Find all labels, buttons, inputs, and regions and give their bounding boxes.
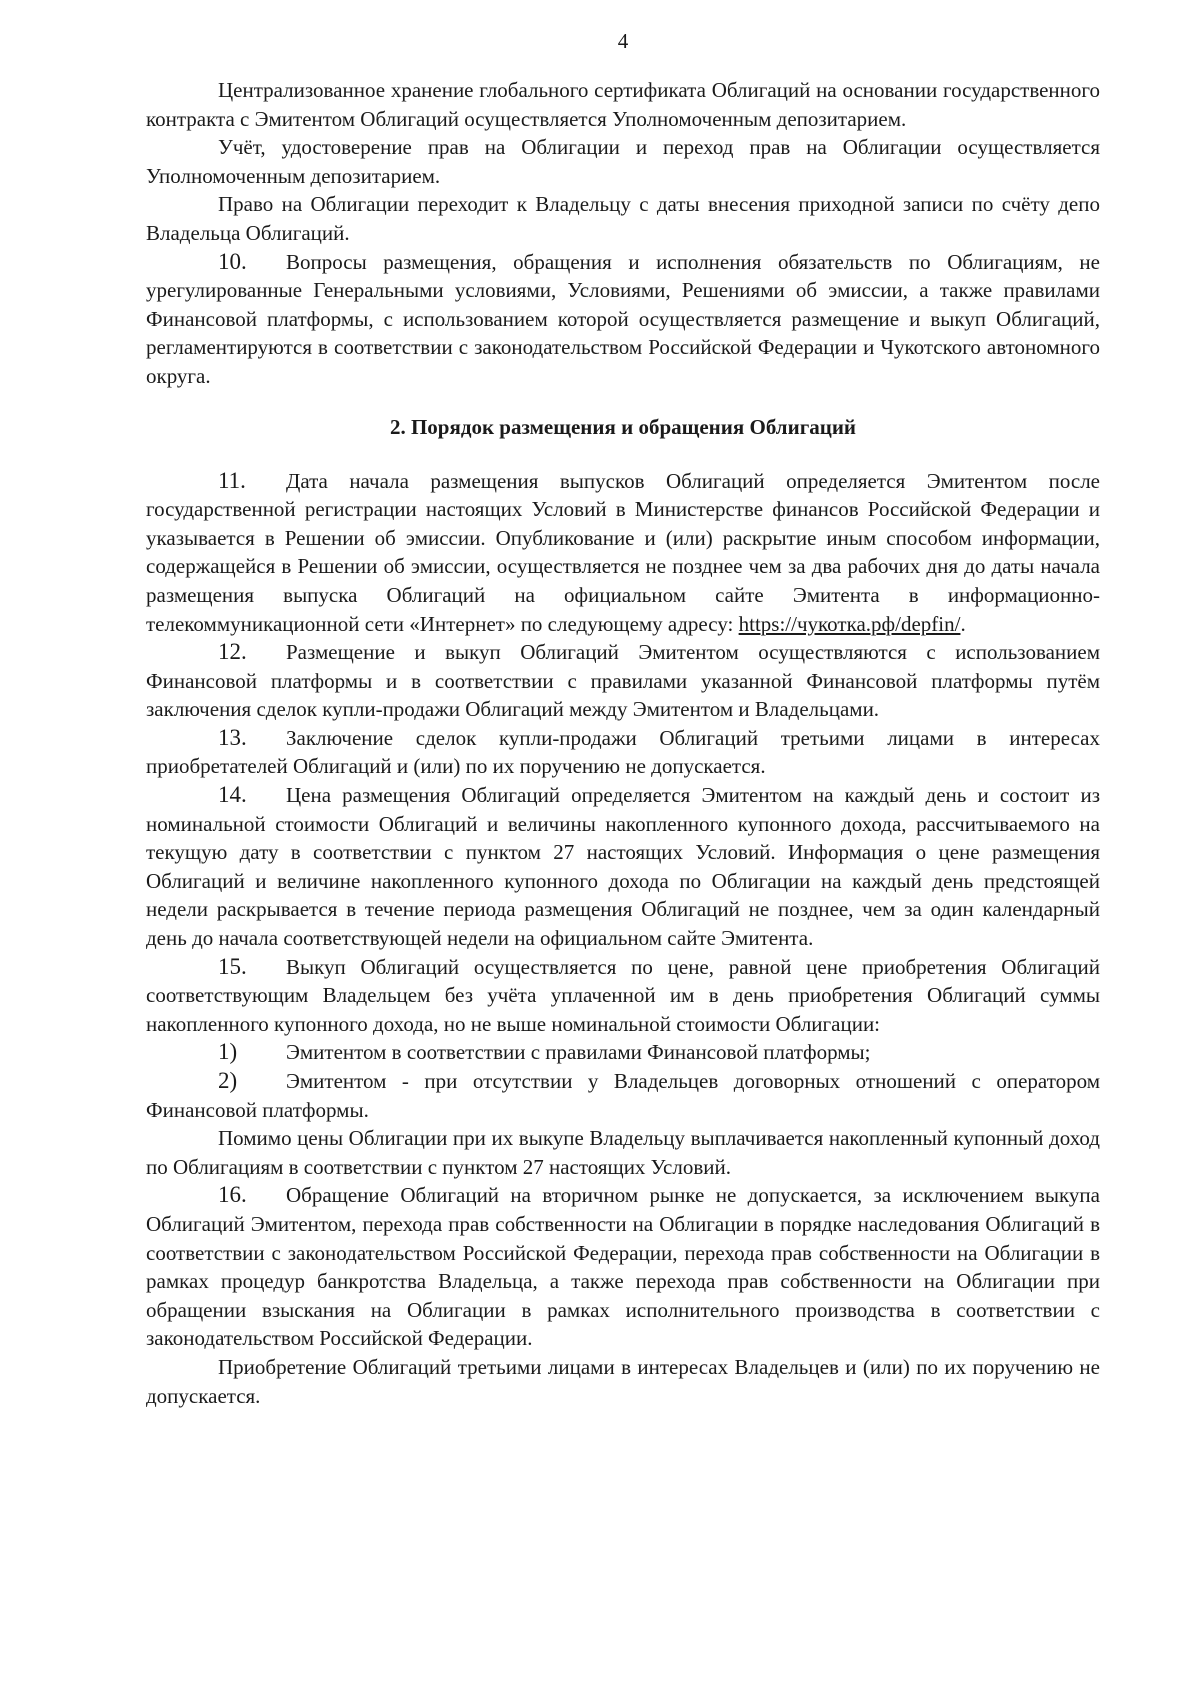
- sub-item-2: [146, 1067, 1100, 1124]
- page-number: 4: [617, 29, 629, 53]
- item-12-number: 12.: [218, 639, 247, 665]
- item-14-text: Цена размещения Облигаций определяется Эмитентом на каждый день и состоит из номинальной стоимости Облигаций и величины накопленного купонного дохода, рассчитываемого на текущую дату в соответствии с пунктом 27 настоящих Условий. Информация о цене размещения Облигаций и величине накопленного купонного дохода по Облигации на каждый день предстоящей недели раскрывается в течение периода размещения Облигаций не позднее, чем за один календарный день до начала соответствующей недели на официальном сайте Эмитента.: [146, 783, 1100, 951]
- section-heading: 2. Порядок размещения и обращения Облигаций: [389, 414, 857, 439]
- depfin-link[interactable]: https://чукотка.рф/depfin/: [738, 611, 961, 636]
- item-10-number: 10.: [218, 248, 247, 274]
- item-12: [146, 638, 1100, 724]
- item-13: [146, 724, 1100, 781]
- item-16: [146, 1181, 1100, 1353]
- sub-item-1: [146, 1038, 1100, 1067]
- item-11-text: Дата начала размещения выпусков Облигаций определяется Эмитентом после государственной регистрации настоящих Условий в Министерстве финансов Российской Федерации и указывается в Решении об эмиссии. Опубликование и (или) раскрытие иным способом информации, содержащейся в Решении об эмиссии, осуществляется не позднее чем за два рабочих дня до даты начала размещения выпуска Облигаций на официальном сайте Эмитента в информационно-телекоммуникационной сети «Интернет» по следующему адресу:: [146, 468, 1100, 636]
- item-11-number: 11.: [218, 467, 246, 493]
- item-16-text: Обращение Облигаций на вторичном рынке не допускается, за исключением выкупа Облигаций Эмитентом, перехода прав собственности на Облигации в порядке наследования Облигаций в соответствии с законодательством Российской Федерации, перехода прав собственности на Облигации в рамках процедур банкротства Владельца, а также перехода прав собственности на Облигации при обращении взыскания на Облигации в рамках исполнительного производства в соответствии с законодательством Российской Федерации.: [146, 1183, 1100, 1351]
- paragraph-coupon: Помимо цены Облигации при их выкупе Владельцу выплачивается накопленный купонный доход по Облигациям в соответствии с пунктом 27 настоящих Условий.: [146, 1126, 1100, 1179]
- item-15-text: Выкуп Облигаций осуществляется по цене, равной цене приобретения Облигаций соответствующим Владельцем без учёта уплаченной им в день приобретения Облигаций суммы накопленного купонного дохода, но не выше номинальной стоимости Облигации:: [146, 954, 1100, 1036]
- item-10: [146, 248, 1100, 391]
- item-12-text: Размещение и выкуп Облигаций Эмитентом осуществляются с использованием Финансовой платформы и в соответствии с правилами указанной Финансовой платформы путём заключения сделок купли-продажи Облигаций между Эмитентом и Владельцами.: [146, 640, 1100, 722]
- paragraph-third-parties: Приобретение Облигаций третьими лицами в интересах Владельцев и (или) по их поручению не допускается.: [146, 1354, 1100, 1408]
- paragraph-storage: Централизованное хранение глобального сертификата Облигаций на основании государственного контракта с Эмитентом Облигаций осуществляется Уполномоченным депозитарием.: [146, 78, 1100, 131]
- sub-item-2-text: Эмитентом - при отсутствии у Владельцев договорных отношений с оператором Финансовой платформы.: [146, 1069, 1100, 1122]
- item-16-number: 16.: [218, 1182, 247, 1208]
- item-14-number: 14.: [218, 782, 247, 808]
- sub-item-1-text: Эмитентом в соответствии с правилами Финансовой платформы;: [286, 1040, 871, 1065]
- item-15-number: 15.: [218, 953, 247, 979]
- paragraph-rights: Право на Облигации переходит к Владельцу с даты внесения приходной записи по счёту депо Владельца Облигаций.: [146, 192, 1100, 245]
- item-10-text: Вопросы размещения, обращения и исполнения обязательств по Облигациям, не урегулированные Генеральными условиями, Условиями, Решениями об эмиссии, а также правилами Финансовой платформы, с использованием которой осуществляется размещение и выкуп Облигаций, регламентируются в соответствии с законодательством Российской Федерации и Чукотского автономного округа.: [146, 249, 1100, 388]
- item-15: [146, 953, 1100, 1039]
- paragraph-accounting: Учёт, удостоверение прав на Облигации и переход прав на Облигации осуществляется Уполномоченным депозитарием.: [146, 135, 1100, 188]
- sub-item-1-number: 1): [218, 1039, 238, 1065]
- item-13-number: 13.: [218, 724, 247, 750]
- document-page: [146, 28, 1100, 1410]
- sub-item-2-number: 2): [218, 1068, 238, 1093]
- item-14: [146, 781, 1100, 953]
- item-11-end: .: [960, 611, 966, 636]
- item-13-text: Заключение сделок купли-продажи Облигаций третьими лицами в интересах приобретателей Облигаций и (или) по их поручению не допускается.: [146, 725, 1100, 779]
- item-11: [146, 467, 1100, 639]
